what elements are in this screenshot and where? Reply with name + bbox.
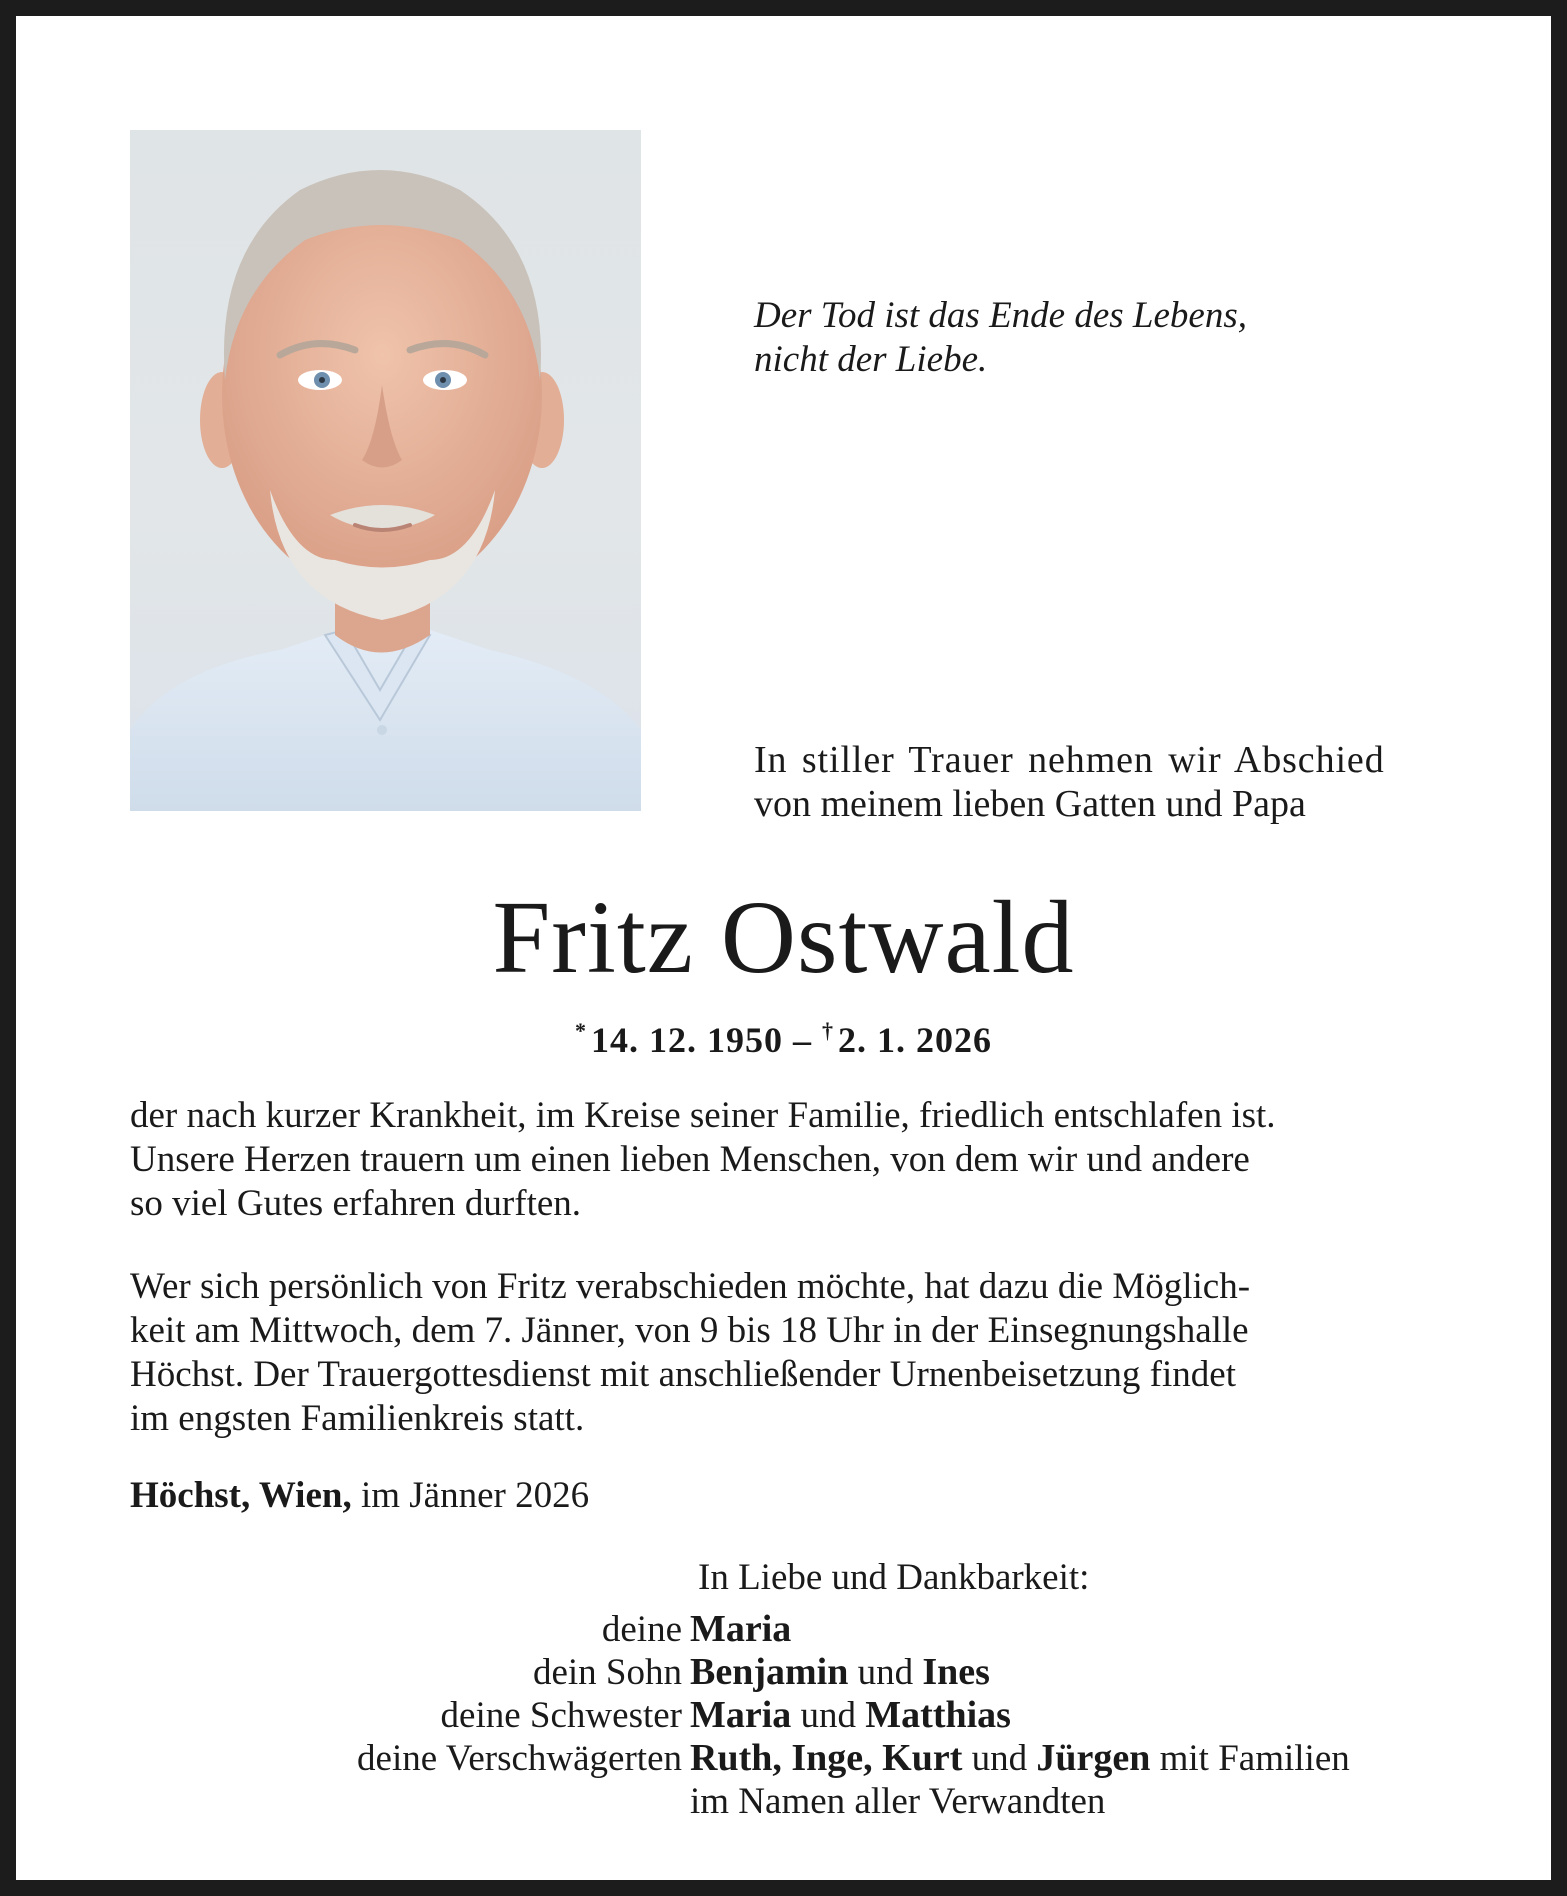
signature-names [690, 1608, 1460, 1651]
signature-names [690, 1651, 1460, 1694]
paragraph-announcement [130, 1094, 1454, 1226]
date-separator: – [783, 1020, 822, 1060]
signature-suffix: mit Familien [1150, 1738, 1350, 1779]
signature-row [130, 1737, 1460, 1780]
signature-name: Ines [922, 1651, 990, 1693]
signature-name: Matthias [865, 1694, 1011, 1736]
quote-line: nicht der Liebe. [754, 339, 988, 380]
signature-name: Maria [690, 1608, 792, 1650]
signature-role: dein Sohn [532, 1652, 682, 1693]
birth-symbol: * [575, 1018, 587, 1043]
signature-name: Ruth, Inge, Kurt [690, 1737, 963, 1779]
portrait-illustration [130, 130, 641, 811]
signature-role: deine Verschwägerten [357, 1738, 682, 1779]
place: Höchst, Wien, [130, 1475, 352, 1516]
signatures [130, 1608, 1460, 1823]
closing-line: In Liebe und Dankbarkeit: [698, 1557, 1090, 1598]
paragraph-line: Unsere Herzen trauern um einen lieben Menschen, von dem wir und andere [130, 1139, 1250, 1180]
paragraph-line: Wer sich persönlich von Fritz verabschieden möchte, hat dazu die Möglich- [130, 1266, 1251, 1307]
signature-joiner: und [962, 1738, 1037, 1779]
signature-footer: im Namen aller Verwandten [690, 1781, 1106, 1822]
paragraph-line: Höchst. Der Trauergottesdienst mit anschließender Urnenbeisetzung findet [130, 1354, 1236, 1395]
signature-name: Benjamin [690, 1651, 849, 1693]
intro-line: In stiller Trauer nehmen wir Abschied [754, 739, 1385, 781]
life-dates [16, 1009, 1551, 1062]
intro-text [754, 738, 1454, 826]
date: im Jänner 2026 [351, 1475, 590, 1516]
signature-role-empty [130, 1780, 690, 1823]
paragraph-line: der nach kurzer Krankheit, im Kreise seiner Familie, friedlich entschlafen ist. [130, 1095, 1276, 1136]
signature-row [130, 1780, 1460, 1823]
birth-date: 14. 12. 1950 [591, 1020, 783, 1060]
signature-row [130, 1694, 1460, 1737]
deceased-name: Fritz Ostwald [492, 880, 1075, 995]
signature-joiner: und [848, 1652, 923, 1693]
portrait-photo [130, 130, 641, 811]
signature-name: Jürgen [1036, 1737, 1151, 1779]
quote [754, 294, 1394, 382]
place-date [130, 1474, 589, 1518]
death-symbol: † [822, 1018, 834, 1043]
signature-names [690, 1694, 1460, 1737]
signature-row [130, 1608, 1460, 1651]
signature-name: Maria [690, 1694, 792, 1736]
death-date: 2. 1. 2026 [838, 1020, 992, 1060]
paragraph-line: so viel Gutes erfahren durften. [130, 1183, 582, 1224]
paragraph-line: keit am Mittwoch, dem 7. Jänner, von 9 bis 18 Uhr in der Einsegnungshalle [130, 1310, 1249, 1351]
paragraph-farewell-info [130, 1265, 1454, 1441]
signature-names [690, 1737, 1460, 1780]
signature-joiner: und [791, 1695, 866, 1736]
paragraph-line: im engsten Familienkreis statt. [130, 1398, 585, 1439]
signature-role: deine [601, 1609, 682, 1650]
signature-row [130, 1651, 1460, 1694]
intro-line: von meinem lieben Gatten und Papa [754, 783, 1306, 825]
quote-line: Der Tod ist das Ende des Lebens, [754, 295, 1247, 336]
signature-role: deine Schwester [440, 1695, 682, 1736]
